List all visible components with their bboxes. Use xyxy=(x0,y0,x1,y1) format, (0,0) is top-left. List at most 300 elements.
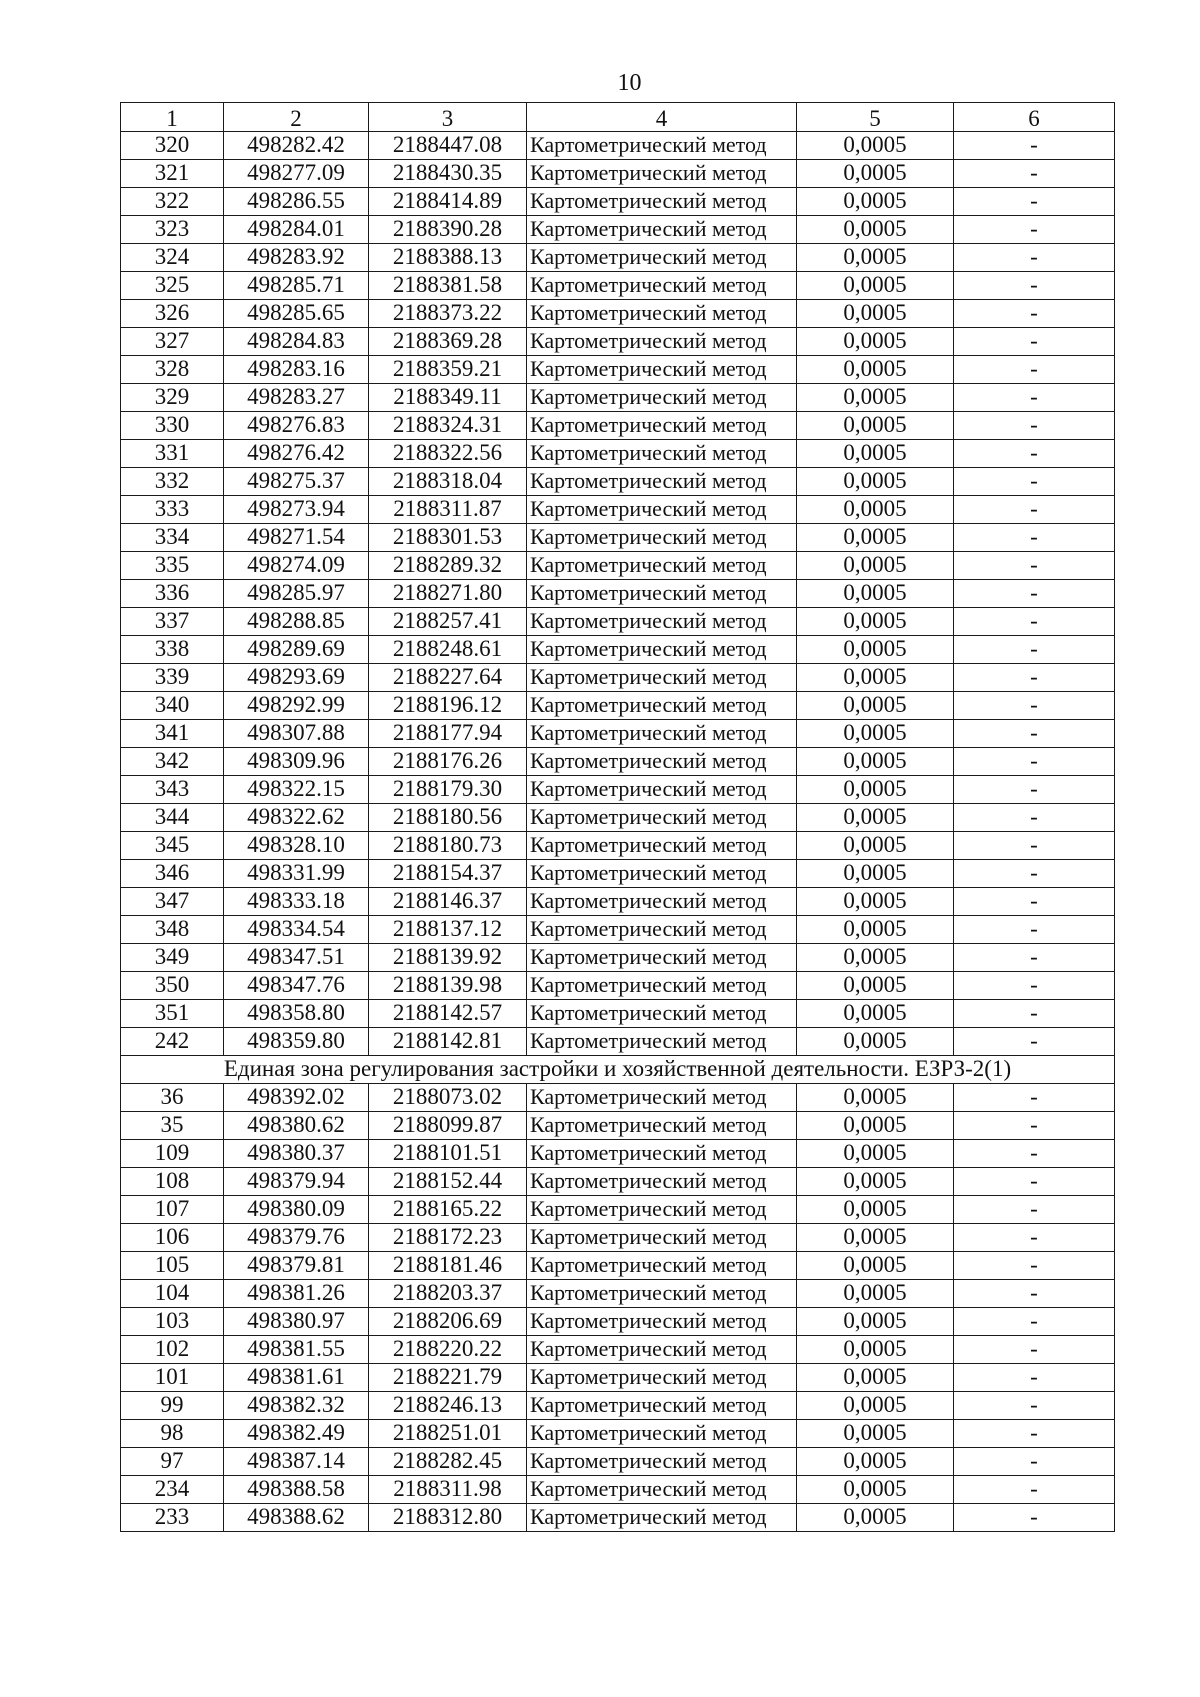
y-coordinate-cell: 2188142.81 xyxy=(369,1028,527,1056)
note-cell: - xyxy=(954,692,1115,720)
table-row xyxy=(121,188,1115,216)
point-number-cell: 108 xyxy=(121,1168,224,1196)
note-cell: - xyxy=(954,972,1115,1000)
y-coordinate-cell: 2188152.44 xyxy=(369,1168,527,1196)
note-cell: - xyxy=(954,664,1115,692)
note-cell: - xyxy=(954,552,1115,580)
x-coordinate-cell: 498309.96 xyxy=(224,748,369,776)
point-number-cell: 346 xyxy=(121,860,224,888)
table-row xyxy=(121,748,1115,776)
x-coordinate-cell: 498380.62 xyxy=(224,1112,369,1140)
y-coordinate-cell: 2188101.51 xyxy=(369,1140,527,1168)
point-number-cell: 342 xyxy=(121,748,224,776)
table-row xyxy=(121,804,1115,832)
point-number-cell: 323 xyxy=(121,216,224,244)
method-cell: Картометрический метод xyxy=(527,1448,797,1476)
x-coordinate-cell: 498322.15 xyxy=(224,776,369,804)
x-coordinate-cell: 498380.97 xyxy=(224,1308,369,1336)
accuracy-cell: 0,0005 xyxy=(797,1280,954,1308)
accuracy-cell: 0,0005 xyxy=(797,1392,954,1420)
method-cell: Картометрический метод xyxy=(527,468,797,496)
accuracy-cell: 0,0005 xyxy=(797,1420,954,1448)
point-number-cell: 103 xyxy=(121,1308,224,1336)
table-row xyxy=(121,272,1115,300)
note-cell: - xyxy=(954,804,1115,832)
x-coordinate-cell: 498379.76 xyxy=(224,1224,369,1252)
note-cell: - xyxy=(954,1280,1115,1308)
table-row xyxy=(121,692,1115,720)
note-cell: - xyxy=(954,272,1115,300)
note-cell: - xyxy=(954,160,1115,188)
table-row xyxy=(121,1476,1115,1504)
table-row xyxy=(121,552,1115,580)
table-row xyxy=(121,1140,1115,1168)
point-number-cell: 344 xyxy=(121,804,224,832)
method-cell: Картометрический метод xyxy=(527,1392,797,1420)
header-cell-2: 2 xyxy=(224,103,369,132)
accuracy-cell: 0,0005 xyxy=(797,244,954,272)
accuracy-cell: 0,0005 xyxy=(797,216,954,244)
note-cell: - xyxy=(954,188,1115,216)
note-cell: - xyxy=(954,356,1115,384)
method-cell: Картометрический метод xyxy=(527,1224,797,1252)
accuracy-cell: 0,0005 xyxy=(797,1224,954,1252)
point-number-cell: 321 xyxy=(121,160,224,188)
x-coordinate-cell: 498382.49 xyxy=(224,1420,369,1448)
note-cell: - xyxy=(954,608,1115,636)
note-cell: - xyxy=(954,1028,1115,1056)
table-row xyxy=(121,1420,1115,1448)
x-coordinate-cell: 498273.94 xyxy=(224,496,369,524)
y-coordinate-cell: 2188390.28 xyxy=(369,216,527,244)
y-coordinate-cell: 2188311.98 xyxy=(369,1476,527,1504)
table-row xyxy=(121,664,1115,692)
x-coordinate-cell: 498379.94 xyxy=(224,1168,369,1196)
accuracy-cell: 0,0005 xyxy=(797,1168,954,1196)
method-cell: Картометрический метод xyxy=(527,132,797,160)
point-number-cell: 335 xyxy=(121,552,224,580)
x-coordinate-cell: 498381.61 xyxy=(224,1364,369,1392)
header-cell-5: 5 xyxy=(797,103,954,132)
note-cell: - xyxy=(954,1140,1115,1168)
y-coordinate-cell: 2188206.69 xyxy=(369,1308,527,1336)
y-coordinate-cell: 2188142.57 xyxy=(369,1000,527,1028)
method-cell: Картометрический метод xyxy=(527,1476,797,1504)
table-row xyxy=(121,888,1115,916)
point-number-cell: 104 xyxy=(121,1280,224,1308)
point-number-cell: 347 xyxy=(121,888,224,916)
method-cell: Картометрический метод xyxy=(527,916,797,944)
note-cell: - xyxy=(954,1504,1115,1532)
point-number-cell: 332 xyxy=(121,468,224,496)
accuracy-cell: 0,0005 xyxy=(797,776,954,804)
x-coordinate-cell: 498292.99 xyxy=(224,692,369,720)
x-coordinate-cell: 498288.85 xyxy=(224,608,369,636)
x-coordinate-cell: 498283.16 xyxy=(224,356,369,384)
table-row xyxy=(121,776,1115,804)
note-cell: - xyxy=(954,832,1115,860)
table-row xyxy=(121,160,1115,188)
method-cell: Картометрический метод xyxy=(527,300,797,328)
point-number-cell: 97 xyxy=(121,1448,224,1476)
x-coordinate-cell: 498285.97 xyxy=(224,580,369,608)
note-cell: - xyxy=(954,1224,1115,1252)
note-cell: - xyxy=(954,1000,1115,1028)
method-cell: Картометрический метод xyxy=(527,552,797,580)
method-cell: Картометрический метод xyxy=(527,1084,797,1112)
method-cell: Картометрический метод xyxy=(527,272,797,300)
x-coordinate-cell: 498381.26 xyxy=(224,1280,369,1308)
note-cell: - xyxy=(954,1084,1115,1112)
method-cell: Картометрический метод xyxy=(527,440,797,468)
y-coordinate-cell: 2188221.79 xyxy=(369,1364,527,1392)
y-coordinate-cell: 2188246.13 xyxy=(369,1392,527,1420)
note-cell: - xyxy=(954,412,1115,440)
accuracy-cell: 0,0005 xyxy=(797,1336,954,1364)
table-row xyxy=(121,132,1115,160)
point-number-cell: 327 xyxy=(121,328,224,356)
x-coordinate-cell: 498274.09 xyxy=(224,552,369,580)
accuracy-cell: 0,0005 xyxy=(797,608,954,636)
method-cell: Картометрический метод xyxy=(527,972,797,1000)
method-cell: Картометрический метод xyxy=(527,328,797,356)
accuracy-cell: 0,0005 xyxy=(797,1252,954,1280)
method-cell: Картометрический метод xyxy=(527,860,797,888)
y-coordinate-cell: 2188179.30 xyxy=(369,776,527,804)
method-cell: Картометрический метод xyxy=(527,1336,797,1364)
x-coordinate-cell: 498388.58 xyxy=(224,1476,369,1504)
point-number-cell: 334 xyxy=(121,524,224,552)
accuracy-cell: 0,0005 xyxy=(797,1112,954,1140)
note-cell: - xyxy=(954,384,1115,412)
method-cell: Картометрический метод xyxy=(527,1364,797,1392)
table-row xyxy=(121,1392,1115,1420)
y-coordinate-cell: 2188227.64 xyxy=(369,664,527,692)
point-number-cell: 98 xyxy=(121,1420,224,1448)
table-row xyxy=(121,608,1115,636)
method-cell: Картометрический метод xyxy=(527,1028,797,1056)
x-coordinate-cell: 498331.99 xyxy=(224,860,369,888)
point-number-cell: 339 xyxy=(121,664,224,692)
x-coordinate-cell: 498307.88 xyxy=(224,720,369,748)
y-coordinate-cell: 2188146.37 xyxy=(369,888,527,916)
x-coordinate-cell: 498333.18 xyxy=(224,888,369,916)
table-row xyxy=(121,1112,1115,1140)
y-coordinate-cell: 2188324.31 xyxy=(369,412,527,440)
x-coordinate-cell: 498380.37 xyxy=(224,1140,369,1168)
point-number-cell: 351 xyxy=(121,1000,224,1028)
x-coordinate-cell: 498283.92 xyxy=(224,244,369,272)
accuracy-cell: 0,0005 xyxy=(797,468,954,496)
note-cell: - xyxy=(954,216,1115,244)
accuracy-cell: 0,0005 xyxy=(797,748,954,776)
method-cell: Картометрический метод xyxy=(527,1504,797,1532)
x-coordinate-cell: 498285.65 xyxy=(224,300,369,328)
accuracy-cell: 0,0005 xyxy=(797,1196,954,1224)
table-row xyxy=(121,972,1115,1000)
method-cell: Картометрический метод xyxy=(527,244,797,272)
method-cell: Картометрический метод xyxy=(527,664,797,692)
accuracy-cell: 0,0005 xyxy=(797,944,954,972)
accuracy-cell: 0,0005 xyxy=(797,1028,954,1056)
table-row xyxy=(121,1000,1115,1028)
y-coordinate-cell: 2188172.23 xyxy=(369,1224,527,1252)
y-coordinate-cell: 2188073.02 xyxy=(369,1084,527,1112)
accuracy-cell: 0,0005 xyxy=(797,720,954,748)
point-number-cell: 105 xyxy=(121,1252,224,1280)
method-cell: Картометрический метод xyxy=(527,748,797,776)
accuracy-cell: 0,0005 xyxy=(797,580,954,608)
y-coordinate-cell: 2188220.22 xyxy=(369,1336,527,1364)
section-row xyxy=(121,1056,1115,1084)
point-number-cell: 333 xyxy=(121,496,224,524)
y-coordinate-cell: 2188430.35 xyxy=(369,160,527,188)
x-coordinate-cell: 498388.62 xyxy=(224,1504,369,1532)
note-cell: - xyxy=(954,748,1115,776)
method-cell: Картометрический метод xyxy=(527,496,797,524)
accuracy-cell: 0,0005 xyxy=(797,1448,954,1476)
y-coordinate-cell: 2188165.22 xyxy=(369,1196,527,1224)
table-row xyxy=(121,636,1115,664)
method-cell: Картометрический метод xyxy=(527,1252,797,1280)
note-cell: - xyxy=(954,244,1115,272)
note-cell: - xyxy=(954,1308,1115,1336)
y-coordinate-cell: 2188318.04 xyxy=(369,468,527,496)
y-coordinate-cell: 2188099.87 xyxy=(369,1112,527,1140)
note-cell: - xyxy=(954,1112,1115,1140)
accuracy-cell: 0,0005 xyxy=(797,1000,954,1028)
method-cell: Картометрический метод xyxy=(527,692,797,720)
table-row xyxy=(121,860,1115,888)
note-cell: - xyxy=(954,440,1115,468)
y-coordinate-cell: 2188251.01 xyxy=(369,1420,527,1448)
point-number-cell: 348 xyxy=(121,916,224,944)
accuracy-cell: 0,0005 xyxy=(797,692,954,720)
x-coordinate-cell: 498358.80 xyxy=(224,1000,369,1028)
x-coordinate-cell: 498379.81 xyxy=(224,1252,369,1280)
x-coordinate-cell: 498293.69 xyxy=(224,664,369,692)
x-coordinate-cell: 498334.54 xyxy=(224,916,369,944)
x-coordinate-cell: 498322.62 xyxy=(224,804,369,832)
x-coordinate-cell: 498284.83 xyxy=(224,328,369,356)
table-row xyxy=(121,916,1115,944)
accuracy-cell: 0,0005 xyxy=(797,1476,954,1504)
y-coordinate-cell: 2188271.80 xyxy=(369,580,527,608)
x-coordinate-cell: 498276.83 xyxy=(224,412,369,440)
method-cell: Картометрический метод xyxy=(527,1196,797,1224)
point-number-cell: 329 xyxy=(121,384,224,412)
point-number-cell: 330 xyxy=(121,412,224,440)
table-row xyxy=(121,244,1115,272)
note-cell: - xyxy=(954,916,1115,944)
table-row xyxy=(121,300,1115,328)
y-coordinate-cell: 2188154.37 xyxy=(369,860,527,888)
table-row xyxy=(121,580,1115,608)
y-coordinate-cell: 2188359.21 xyxy=(369,356,527,384)
method-cell: Картометрический метод xyxy=(527,1280,797,1308)
note-cell: - xyxy=(954,860,1115,888)
point-number-cell: 343 xyxy=(121,776,224,804)
point-number-cell: 341 xyxy=(121,720,224,748)
x-coordinate-cell: 498392.02 xyxy=(224,1084,369,1112)
table-row xyxy=(121,1168,1115,1196)
x-coordinate-cell: 498380.09 xyxy=(224,1196,369,1224)
note-cell: - xyxy=(954,1168,1115,1196)
y-coordinate-cell: 2188301.53 xyxy=(369,524,527,552)
table-row xyxy=(121,1224,1115,1252)
y-coordinate-cell: 2188180.56 xyxy=(369,804,527,832)
table-row xyxy=(121,1308,1115,1336)
y-coordinate-cell: 2188369.28 xyxy=(369,328,527,356)
point-number-cell: 36 xyxy=(121,1084,224,1112)
accuracy-cell: 0,0005 xyxy=(797,888,954,916)
accuracy-cell: 0,0005 xyxy=(797,832,954,860)
accuracy-cell: 0,0005 xyxy=(797,664,954,692)
point-number-cell: 320 xyxy=(121,132,224,160)
y-coordinate-cell: 2188447.08 xyxy=(369,132,527,160)
method-cell: Картометрический метод xyxy=(527,944,797,972)
table-row xyxy=(121,1336,1115,1364)
method-cell: Картометрический метод xyxy=(527,216,797,244)
y-coordinate-cell: 2188311.87 xyxy=(369,496,527,524)
note-cell: - xyxy=(954,524,1115,552)
method-cell: Картометрический метод xyxy=(527,832,797,860)
accuracy-cell: 0,0005 xyxy=(797,272,954,300)
section-title: Единая зона регулирования застройки и хозяйственной деятельности. ЕЗРЗ-2(1) xyxy=(121,1056,1115,1084)
point-number-cell: 326 xyxy=(121,300,224,328)
y-coordinate-cell: 2188180.73 xyxy=(369,832,527,860)
note-cell: - xyxy=(954,1336,1115,1364)
page-number: 10 xyxy=(617,70,642,96)
point-number-cell: 345 xyxy=(121,832,224,860)
y-coordinate-cell: 2188137.12 xyxy=(369,916,527,944)
table-row xyxy=(121,496,1115,524)
method-cell: Картометрический метод xyxy=(527,384,797,412)
table-row xyxy=(121,384,1115,412)
accuracy-cell: 0,0005 xyxy=(797,496,954,524)
method-cell: Картометрический метод xyxy=(527,1420,797,1448)
y-coordinate-cell: 2188349.11 xyxy=(369,384,527,412)
accuracy-cell: 0,0005 xyxy=(797,132,954,160)
method-cell: Картометрический метод xyxy=(527,720,797,748)
y-coordinate-cell: 2188139.98 xyxy=(369,972,527,1000)
note-cell: - xyxy=(954,1448,1115,1476)
table-row xyxy=(121,328,1115,356)
point-number-cell: 328 xyxy=(121,356,224,384)
point-number-cell: 337 xyxy=(121,608,224,636)
header-cell-3: 3 xyxy=(369,103,527,132)
table-row xyxy=(121,1364,1115,1392)
x-coordinate-cell: 498275.37 xyxy=(224,468,369,496)
accuracy-cell: 0,0005 xyxy=(797,1308,954,1336)
header-cell-1: 1 xyxy=(121,103,224,132)
note-cell: - xyxy=(954,1196,1115,1224)
accuracy-cell: 0,0005 xyxy=(797,916,954,944)
header-cell-4: 4 xyxy=(527,103,797,132)
header-row xyxy=(121,103,1115,132)
y-coordinate-cell: 2188176.26 xyxy=(369,748,527,776)
note-cell: - xyxy=(954,300,1115,328)
point-number-cell: 107 xyxy=(121,1196,224,1224)
x-coordinate-cell: 498284.01 xyxy=(224,216,369,244)
y-coordinate-cell: 2188257.41 xyxy=(369,608,527,636)
point-number-cell: 233 xyxy=(121,1504,224,1532)
header-cell-6: 6 xyxy=(954,103,1115,132)
accuracy-cell: 0,0005 xyxy=(797,524,954,552)
y-coordinate-cell: 2188181.46 xyxy=(369,1252,527,1280)
x-coordinate-cell: 498271.54 xyxy=(224,524,369,552)
y-coordinate-cell: 2188139.92 xyxy=(369,944,527,972)
point-number-cell: 338 xyxy=(121,636,224,664)
accuracy-cell: 0,0005 xyxy=(797,552,954,580)
y-coordinate-cell: 2188414.89 xyxy=(369,188,527,216)
table-row xyxy=(121,1196,1115,1224)
method-cell: Картометрический метод xyxy=(527,1168,797,1196)
x-coordinate-cell: 498286.55 xyxy=(224,188,369,216)
point-number-cell: 242 xyxy=(121,1028,224,1056)
accuracy-cell: 0,0005 xyxy=(797,1140,954,1168)
note-cell: - xyxy=(954,888,1115,916)
table-row xyxy=(121,356,1115,384)
method-cell: Картометрический метод xyxy=(527,888,797,916)
point-number-cell: 234 xyxy=(121,1476,224,1504)
y-coordinate-cell: 2188203.37 xyxy=(369,1280,527,1308)
x-coordinate-cell: 498328.10 xyxy=(224,832,369,860)
note-cell: - xyxy=(954,1252,1115,1280)
y-coordinate-cell: 2188381.58 xyxy=(369,272,527,300)
accuracy-cell: 0,0005 xyxy=(797,804,954,832)
method-cell: Картометрический метод xyxy=(527,1000,797,1028)
coordinates-table xyxy=(120,102,1115,1532)
x-coordinate-cell: 498285.71 xyxy=(224,272,369,300)
table-row xyxy=(121,524,1115,552)
note-cell: - xyxy=(954,1364,1115,1392)
accuracy-cell: 0,0005 xyxy=(797,188,954,216)
point-number-cell: 336 xyxy=(121,580,224,608)
x-coordinate-cell: 498387.14 xyxy=(224,1448,369,1476)
table-row xyxy=(121,468,1115,496)
table-row xyxy=(121,1504,1115,1532)
accuracy-cell: 0,0005 xyxy=(797,412,954,440)
accuracy-cell: 0,0005 xyxy=(797,300,954,328)
method-cell: Картометрический метод xyxy=(527,776,797,804)
point-number-cell: 106 xyxy=(121,1224,224,1252)
method-cell: Картометрический метод xyxy=(527,188,797,216)
point-number-cell: 349 xyxy=(121,944,224,972)
method-cell: Картометрический метод xyxy=(527,1308,797,1336)
y-coordinate-cell: 2188282.45 xyxy=(369,1448,527,1476)
note-cell: - xyxy=(954,944,1115,972)
table-row xyxy=(121,1252,1115,1280)
note-cell: - xyxy=(954,328,1115,356)
method-cell: Картометрический метод xyxy=(527,160,797,188)
note-cell: - xyxy=(954,636,1115,664)
table-body xyxy=(121,132,1115,1532)
table-row xyxy=(121,832,1115,860)
accuracy-cell: 0,0005 xyxy=(797,440,954,468)
point-number-cell: 35 xyxy=(121,1112,224,1140)
x-coordinate-cell: 498382.32 xyxy=(224,1392,369,1420)
x-coordinate-cell: 498276.42 xyxy=(224,440,369,468)
y-coordinate-cell: 2188177.94 xyxy=(369,720,527,748)
accuracy-cell: 0,0005 xyxy=(797,636,954,664)
method-cell: Картометрический метод xyxy=(527,608,797,636)
accuracy-cell: 0,0005 xyxy=(797,860,954,888)
table-row xyxy=(121,1280,1115,1308)
point-number-cell: 331 xyxy=(121,440,224,468)
y-coordinate-cell: 2188388.13 xyxy=(369,244,527,272)
note-cell: - xyxy=(954,496,1115,524)
